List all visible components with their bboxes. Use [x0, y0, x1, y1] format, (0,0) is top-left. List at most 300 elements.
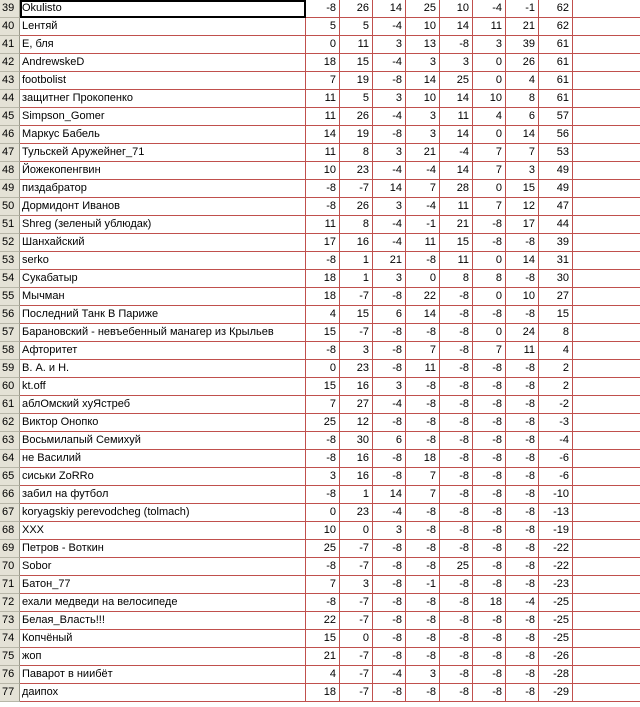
value-cell[interactable]: 0	[473, 252, 506, 270]
value-cell[interactable]: 3	[306, 468, 340, 486]
value-cell[interactable]: 14	[440, 162, 473, 180]
value-cell[interactable]: -4	[373, 162, 406, 180]
name-cell[interactable]: Шанхайский	[20, 234, 306, 252]
value-cell[interactable]: 26	[506, 54, 539, 72]
value-cell[interactable]: -8	[440, 594, 473, 612]
value-cell[interactable]: 11	[306, 90, 340, 108]
value-cell[interactable]: -8	[473, 522, 506, 540]
value-cell[interactable]: -8	[473, 648, 506, 666]
value-cell[interactable]: 8	[473, 270, 506, 288]
value-cell[interactable]: -22	[539, 540, 573, 558]
value-cell[interactable]: 15	[306, 630, 340, 648]
value-cell[interactable]: 10	[306, 522, 340, 540]
name-cell[interactable]: Дормидонт Иванов	[20, 198, 306, 216]
value-cell[interactable]: -8	[473, 486, 506, 504]
empty-cell[interactable]	[573, 270, 640, 288]
value-cell[interactable]: -22	[539, 558, 573, 576]
value-cell[interactable]: 7	[306, 72, 340, 90]
row-header[interactable]: 46	[0, 126, 20, 144]
row-header[interactable]: 53	[0, 252, 20, 270]
value-cell[interactable]: 17	[306, 234, 340, 252]
value-cell[interactable]: 56	[539, 126, 573, 144]
empty-cell[interactable]	[573, 360, 640, 378]
name-cell[interactable]: забил на футбол	[20, 486, 306, 504]
value-cell[interactable]: 3	[506, 162, 539, 180]
empty-cell[interactable]	[573, 576, 640, 594]
value-cell[interactable]: -8	[440, 504, 473, 522]
value-cell[interactable]: 8	[539, 324, 573, 342]
value-cell[interactable]: -8	[506, 504, 539, 522]
value-cell[interactable]: -8	[406, 522, 440, 540]
empty-cell[interactable]	[573, 126, 640, 144]
empty-cell[interactable]	[573, 0, 640, 18]
row-header[interactable]: 51	[0, 216, 20, 234]
value-cell[interactable]: -8	[506, 684, 539, 702]
empty-cell[interactable]	[573, 36, 640, 54]
value-cell[interactable]: -7	[340, 558, 373, 576]
value-cell[interactable]: 15	[306, 324, 340, 342]
value-cell[interactable]: 0	[306, 36, 340, 54]
row-header[interactable]: 58	[0, 342, 20, 360]
empty-cell[interactable]	[573, 18, 640, 36]
value-cell[interactable]: -8	[306, 432, 340, 450]
row-header[interactable]: 75	[0, 648, 20, 666]
value-cell[interactable]: -8	[406, 396, 440, 414]
value-cell[interactable]: -8	[406, 504, 440, 522]
name-cell[interactable]: пиздабратор	[20, 180, 306, 198]
value-cell[interactable]: 3	[406, 126, 440, 144]
empty-cell[interactable]	[573, 594, 640, 612]
value-cell[interactable]: -8	[473, 450, 506, 468]
value-cell[interactable]: -4	[373, 666, 406, 684]
value-cell[interactable]: 14	[506, 126, 539, 144]
value-cell[interactable]: 7	[406, 342, 440, 360]
value-cell[interactable]: -8	[440, 666, 473, 684]
empty-cell[interactable]	[573, 558, 640, 576]
row-header[interactable]: 59	[0, 360, 20, 378]
value-cell[interactable]: -8	[306, 342, 340, 360]
value-cell[interactable]: 15	[440, 234, 473, 252]
name-cell[interactable]: koryagskiy perevodcheg (tolmach)	[20, 504, 306, 522]
value-cell[interactable]: 3	[373, 36, 406, 54]
row-header[interactable]: 66	[0, 486, 20, 504]
empty-cell[interactable]	[573, 108, 640, 126]
value-cell[interactable]: 0	[473, 288, 506, 306]
row-header[interactable]: 47	[0, 144, 20, 162]
value-cell[interactable]: -8	[440, 360, 473, 378]
value-cell[interactable]: -8	[373, 648, 406, 666]
value-cell[interactable]: 21	[440, 216, 473, 234]
value-cell[interactable]: 8	[506, 90, 539, 108]
value-cell[interactable]: -8	[440, 468, 473, 486]
value-cell[interactable]: 25	[440, 558, 473, 576]
name-cell[interactable]: жоп	[20, 648, 306, 666]
value-cell[interactable]: -6	[539, 450, 573, 468]
value-cell[interactable]: 39	[539, 234, 573, 252]
value-cell[interactable]: 14	[406, 72, 440, 90]
value-cell[interactable]: -8	[506, 558, 539, 576]
value-cell[interactable]: 25	[406, 0, 440, 18]
value-cell[interactable]: -4	[473, 0, 506, 18]
value-cell[interactable]: -25	[539, 594, 573, 612]
value-cell[interactable]: 28	[440, 180, 473, 198]
value-cell[interactable]: 1	[340, 486, 373, 504]
value-cell[interactable]: 7	[506, 144, 539, 162]
value-cell[interactable]: 13	[406, 36, 440, 54]
value-cell[interactable]: -8	[406, 684, 440, 702]
value-cell[interactable]: 14	[440, 90, 473, 108]
value-cell[interactable]: -4	[373, 108, 406, 126]
name-cell[interactable]: serko	[20, 252, 306, 270]
empty-cell[interactable]	[573, 396, 640, 414]
value-cell[interactable]: 11	[306, 144, 340, 162]
name-cell[interactable]: даипох	[20, 684, 306, 702]
value-cell[interactable]: -8	[473, 396, 506, 414]
value-cell[interactable]: 21	[373, 252, 406, 270]
name-cell[interactable]: не Василий	[20, 450, 306, 468]
value-cell[interactable]: -8	[373, 558, 406, 576]
value-cell[interactable]: 3	[440, 54, 473, 72]
name-cell[interactable]: AndrewskeD	[20, 54, 306, 72]
value-cell[interactable]: 10	[406, 18, 440, 36]
empty-cell[interactable]	[573, 198, 640, 216]
value-cell[interactable]: 3	[373, 522, 406, 540]
value-cell[interactable]: -7	[340, 684, 373, 702]
value-cell[interactable]: 6	[373, 432, 406, 450]
value-cell[interactable]: -8	[440, 288, 473, 306]
value-cell[interactable]: 0	[473, 54, 506, 72]
name-cell[interactable]: Виктор Онопко	[20, 414, 306, 432]
name-cell[interactable]: Последний Танк В Париже	[20, 306, 306, 324]
empty-cell[interactable]	[573, 306, 640, 324]
value-cell[interactable]: 8	[440, 270, 473, 288]
name-cell[interactable]: Simpson_Gomer	[20, 108, 306, 126]
value-cell[interactable]: 6	[373, 306, 406, 324]
value-cell[interactable]: -13	[539, 504, 573, 522]
value-cell[interactable]: -8	[506, 666, 539, 684]
value-cell[interactable]: -8	[506, 468, 539, 486]
value-cell[interactable]: 14	[373, 0, 406, 18]
empty-cell[interactable]	[573, 72, 640, 90]
value-cell[interactable]: 25	[306, 414, 340, 432]
value-cell[interactable]: 21	[306, 648, 340, 666]
value-cell[interactable]: 0	[473, 126, 506, 144]
value-cell[interactable]: -7	[340, 594, 373, 612]
value-cell[interactable]: 27	[539, 288, 573, 306]
name-cell[interactable]: Okulisto	[20, 0, 306, 18]
value-cell[interactable]: -8	[506, 540, 539, 558]
value-cell[interactable]: 2	[539, 378, 573, 396]
value-cell[interactable]: -8	[506, 360, 539, 378]
name-cell[interactable]: защитнег Прокопенко	[20, 90, 306, 108]
value-cell[interactable]: 7	[306, 396, 340, 414]
value-cell[interactable]: -4	[373, 18, 406, 36]
value-cell[interactable]: 4	[539, 342, 573, 360]
value-cell[interactable]: 3	[406, 666, 440, 684]
value-cell[interactable]: 4	[473, 108, 506, 126]
row-header[interactable]: 41	[0, 36, 20, 54]
value-cell[interactable]: 12	[506, 198, 539, 216]
row-header[interactable]: 48	[0, 162, 20, 180]
row-header[interactable]: 39	[0, 0, 20, 18]
value-cell[interactable]: 10	[406, 90, 440, 108]
value-cell[interactable]: 22	[306, 612, 340, 630]
value-cell[interactable]: -8	[473, 576, 506, 594]
value-cell[interactable]: -26	[539, 648, 573, 666]
row-header[interactable]: 50	[0, 198, 20, 216]
value-cell[interactable]: 62	[539, 18, 573, 36]
value-cell[interactable]: 0	[473, 180, 506, 198]
value-cell[interactable]: 0	[473, 72, 506, 90]
value-cell[interactable]: -8	[373, 360, 406, 378]
value-cell[interactable]: 0	[340, 522, 373, 540]
value-cell[interactable]: 14	[440, 126, 473, 144]
value-cell[interactable]: -23	[539, 576, 573, 594]
value-cell[interactable]: 15	[340, 306, 373, 324]
value-cell[interactable]: -8	[440, 414, 473, 432]
value-cell[interactable]: 14	[506, 252, 539, 270]
value-cell[interactable]: -8	[473, 504, 506, 522]
name-cell[interactable]: Мычман	[20, 288, 306, 306]
value-cell[interactable]: -28	[539, 666, 573, 684]
value-cell[interactable]: -8	[406, 558, 440, 576]
value-cell[interactable]: -8	[406, 432, 440, 450]
empty-cell[interactable]	[573, 90, 640, 108]
value-cell[interactable]: -8	[473, 360, 506, 378]
value-cell[interactable]: 3	[473, 36, 506, 54]
name-cell[interactable]: Тульскей Аружейнег_71	[20, 144, 306, 162]
name-cell[interactable]: Батон_77	[20, 576, 306, 594]
value-cell[interactable]: 11	[506, 342, 539, 360]
value-cell[interactable]: -8	[506, 612, 539, 630]
name-cell[interactable]: Петров - Воткин	[20, 540, 306, 558]
value-cell[interactable]: 7	[473, 162, 506, 180]
row-header[interactable]: 74	[0, 630, 20, 648]
value-cell[interactable]: 16	[340, 234, 373, 252]
row-header[interactable]: 62	[0, 414, 20, 432]
value-cell[interactable]: 2	[539, 360, 573, 378]
row-header[interactable]: 43	[0, 72, 20, 90]
value-cell[interactable]: -8	[506, 378, 539, 396]
empty-cell[interactable]	[573, 252, 640, 270]
row-header[interactable]: 69	[0, 540, 20, 558]
name-cell[interactable]: сиськи ZoRRo	[20, 468, 306, 486]
value-cell[interactable]: -8	[373, 540, 406, 558]
value-cell[interactable]: 23	[340, 504, 373, 522]
value-cell[interactable]: 11	[440, 252, 473, 270]
row-header[interactable]: 57	[0, 324, 20, 342]
value-cell[interactable]: 8	[340, 216, 373, 234]
value-cell[interactable]: -1	[506, 0, 539, 18]
value-cell[interactable]: 3	[373, 378, 406, 396]
value-cell[interactable]: 30	[539, 270, 573, 288]
name-cell[interactable]: Паварот в ниибёт	[20, 666, 306, 684]
value-cell[interactable]: 3	[373, 90, 406, 108]
value-cell[interactable]: -8	[440, 306, 473, 324]
empty-cell[interactable]	[573, 378, 640, 396]
empty-cell[interactable]	[573, 630, 640, 648]
empty-cell[interactable]	[573, 450, 640, 468]
value-cell[interactable]: -8	[373, 594, 406, 612]
empty-cell[interactable]	[573, 234, 640, 252]
value-cell[interactable]: -8	[306, 180, 340, 198]
value-cell[interactable]: 18	[406, 450, 440, 468]
row-header[interactable]: 54	[0, 270, 20, 288]
value-cell[interactable]: 7	[473, 144, 506, 162]
value-cell[interactable]: 31	[539, 252, 573, 270]
value-cell[interactable]: -8	[473, 414, 506, 432]
value-cell[interactable]: 5	[340, 18, 373, 36]
value-cell[interactable]: 19	[340, 72, 373, 90]
value-cell[interactable]: -4	[373, 504, 406, 522]
value-cell[interactable]: 57	[539, 108, 573, 126]
value-cell[interactable]: 25	[440, 72, 473, 90]
value-cell[interactable]: 3	[340, 342, 373, 360]
empty-cell[interactable]	[573, 540, 640, 558]
row-header[interactable]: 77	[0, 684, 20, 702]
value-cell[interactable]: -25	[539, 612, 573, 630]
value-cell[interactable]: -8	[440, 342, 473, 360]
value-cell[interactable]: -8	[373, 468, 406, 486]
value-cell[interactable]: -8	[440, 396, 473, 414]
value-cell[interactable]: -8	[306, 198, 340, 216]
value-cell[interactable]: 3	[373, 198, 406, 216]
value-cell[interactable]: -8	[373, 72, 406, 90]
value-cell[interactable]: -8	[440, 522, 473, 540]
value-cell[interactable]: 47	[539, 198, 573, 216]
empty-cell[interactable]	[573, 666, 640, 684]
row-header[interactable]: 61	[0, 396, 20, 414]
value-cell[interactable]: -7	[340, 180, 373, 198]
row-header[interactable]: 71	[0, 576, 20, 594]
value-cell[interactable]: 15	[306, 378, 340, 396]
value-cell[interactable]: 7	[473, 342, 506, 360]
value-cell[interactable]: -8	[406, 324, 440, 342]
name-cell[interactable]: Lентяй	[20, 18, 306, 36]
row-header[interactable]: 63	[0, 432, 20, 450]
value-cell[interactable]: 39	[506, 36, 539, 54]
value-cell[interactable]: -8	[306, 0, 340, 18]
value-cell[interactable]: -8	[373, 324, 406, 342]
row-header[interactable]: 73	[0, 612, 20, 630]
value-cell[interactable]: 14	[373, 180, 406, 198]
value-cell[interactable]: -8	[373, 612, 406, 630]
name-cell[interactable]: ехали медведи на велосипеде	[20, 594, 306, 612]
value-cell[interactable]: 3	[373, 270, 406, 288]
value-cell[interactable]: 23	[340, 360, 373, 378]
name-cell[interactable]: Маркус Бабель	[20, 126, 306, 144]
value-cell[interactable]: 0	[406, 270, 440, 288]
value-cell[interactable]: 15	[539, 306, 573, 324]
value-cell[interactable]: 3	[406, 108, 440, 126]
value-cell[interactable]: -6	[539, 468, 573, 486]
value-cell[interactable]: -8	[506, 648, 539, 666]
value-cell[interactable]: -8	[506, 306, 539, 324]
name-cell[interactable]: XXX	[20, 522, 306, 540]
value-cell[interactable]: 14	[440, 18, 473, 36]
value-cell[interactable]: -4	[406, 198, 440, 216]
empty-cell[interactable]	[573, 162, 640, 180]
value-cell[interactable]: 0	[306, 504, 340, 522]
value-cell[interactable]: 21	[506, 18, 539, 36]
row-header[interactable]: 55	[0, 288, 20, 306]
value-cell[interactable]: -8	[373, 342, 406, 360]
empty-cell[interactable]	[573, 180, 640, 198]
value-cell[interactable]: 62	[539, 0, 573, 18]
value-cell[interactable]: -8	[473, 468, 506, 486]
row-header[interactable]: 49	[0, 180, 20, 198]
value-cell[interactable]: -8	[440, 576, 473, 594]
value-cell[interactable]: 8	[340, 144, 373, 162]
empty-cell[interactable]	[573, 216, 640, 234]
value-cell[interactable]: 30	[340, 432, 373, 450]
value-cell[interactable]: -4	[440, 144, 473, 162]
empty-cell[interactable]	[573, 288, 640, 306]
value-cell[interactable]: 10	[506, 288, 539, 306]
value-cell[interactable]: -8	[440, 36, 473, 54]
empty-cell[interactable]	[573, 342, 640, 360]
value-cell[interactable]: 26	[340, 198, 373, 216]
value-cell[interactable]: -8	[440, 378, 473, 396]
value-cell[interactable]: 11	[406, 360, 440, 378]
name-cell[interactable]: аблОмский хуЯстреб	[20, 396, 306, 414]
value-cell[interactable]: -7	[340, 288, 373, 306]
value-cell[interactable]: 7	[306, 576, 340, 594]
value-cell[interactable]: 5	[306, 18, 340, 36]
value-cell[interactable]: -8	[506, 630, 539, 648]
value-cell[interactable]: 61	[539, 72, 573, 90]
value-cell[interactable]: -3	[539, 414, 573, 432]
value-cell[interactable]: -8	[406, 648, 440, 666]
value-cell[interactable]: 0	[306, 360, 340, 378]
value-cell[interactable]: 5	[340, 90, 373, 108]
value-cell[interactable]: 1	[340, 270, 373, 288]
row-header[interactable]: 72	[0, 594, 20, 612]
value-cell[interactable]: 18	[306, 684, 340, 702]
value-cell[interactable]: -8	[506, 432, 539, 450]
value-cell[interactable]: -8	[440, 432, 473, 450]
value-cell[interactable]: -8	[506, 270, 539, 288]
value-cell[interactable]: -8	[473, 432, 506, 450]
value-cell[interactable]: 11	[306, 108, 340, 126]
value-cell[interactable]: -8	[473, 306, 506, 324]
name-cell[interactable]: Афторитет	[20, 342, 306, 360]
empty-cell[interactable]	[573, 324, 640, 342]
value-cell[interactable]: 0	[473, 324, 506, 342]
value-cell[interactable]: -8	[406, 414, 440, 432]
value-cell[interactable]: 16	[340, 468, 373, 486]
value-cell[interactable]: -8	[473, 630, 506, 648]
value-cell[interactable]: -7	[340, 540, 373, 558]
row-header[interactable]: 40	[0, 18, 20, 36]
empty-cell[interactable]	[573, 684, 640, 702]
value-cell[interactable]: 49	[539, 162, 573, 180]
value-cell[interactable]: -8	[306, 252, 340, 270]
value-cell[interactable]: 4	[306, 666, 340, 684]
value-cell[interactable]: 1	[340, 252, 373, 270]
value-cell[interactable]: -8	[506, 486, 539, 504]
name-cell[interactable]: kt.off	[20, 378, 306, 396]
value-cell[interactable]: -7	[340, 648, 373, 666]
value-cell[interactable]: -7	[340, 612, 373, 630]
value-cell[interactable]: -4	[506, 594, 539, 612]
empty-cell[interactable]	[573, 486, 640, 504]
name-cell[interactable]: Восьмилапый Семихуй	[20, 432, 306, 450]
value-cell[interactable]: 61	[539, 54, 573, 72]
value-cell[interactable]: -2	[539, 396, 573, 414]
value-cell[interactable]: -8	[473, 234, 506, 252]
value-cell[interactable]: 10	[306, 162, 340, 180]
